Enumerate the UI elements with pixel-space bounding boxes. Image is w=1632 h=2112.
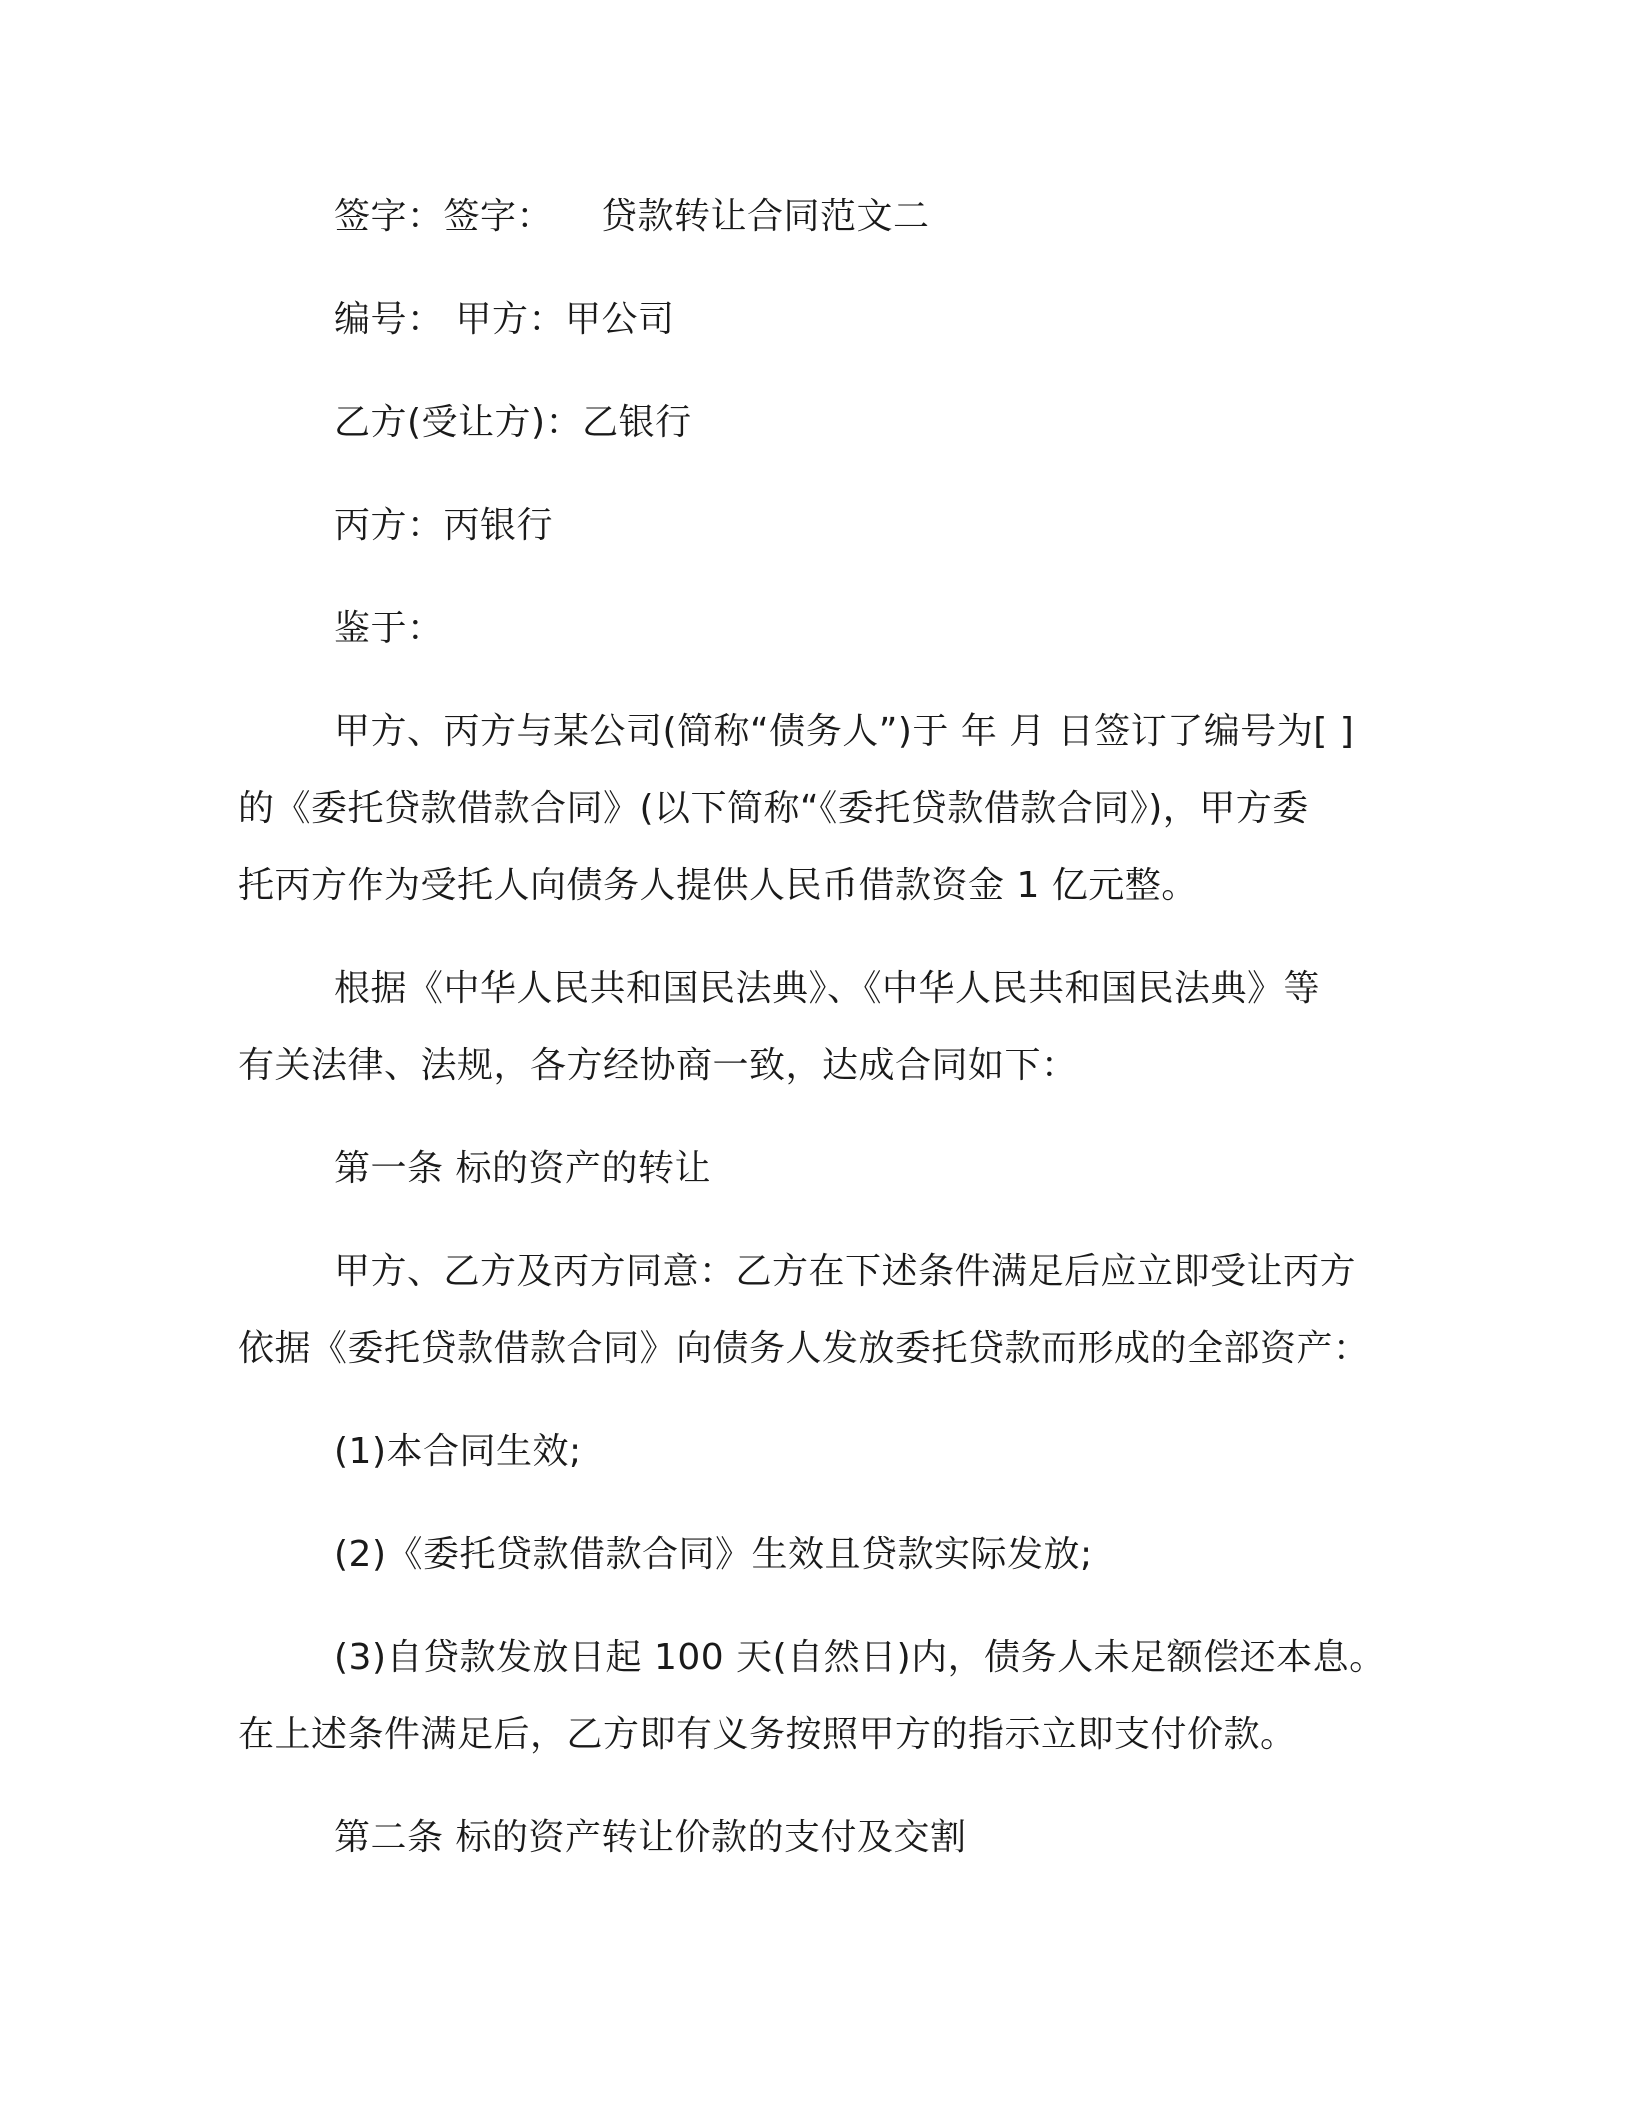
paragraph-1-line-3: 托丙方作为受托人向债务人提供人民币借款资金 1 亿元整。 (238, 865, 1198, 906)
document-title: 贷款转让合同范文二 (601, 196, 930, 237)
paragraph-1-line-2: 的《委托贷款借款合同》(以下简称“《委托贷款借款合同》)，甲方委 (238, 788, 1309, 829)
condition-3-line-1: (3)自贷款发放日起 100 天(自然日)内，债务人未足额偿还本息。 (334, 1637, 1386, 1678)
condition-3-line-2: 在上述条件满足后，乙方即有义务按照甲方的指示立即支付价款。 (238, 1714, 1297, 1755)
contract-number-party-a: 编号： 甲方：甲公司 (334, 299, 675, 340)
paragraph-2-line-1: 根据《中华人民共和国民法典》、《中华人民共和国民法典》等 (334, 968, 1321, 1009)
paragraph-3-line-2: 依据《委托贷款借款合同》向债务人发放委托贷款而形成的全部资产： (238, 1328, 1370, 1369)
paragraph-1-line-1: 甲方、丙方与某公司(简称“债务人”)于 年 月 日签订了编号为[ ] (334, 711, 1355, 752)
article-1-title: 第一条 标的资产的转让 (334, 1148, 711, 1189)
condition-1: (1)本合同生效; (334, 1431, 582, 1472)
paragraph-3-line-1: 甲方、乙方及丙方同意：乙方在下述条件满足后应立即受让丙方 (334, 1251, 1357, 1292)
article-2-title: 第二条 标的资产转让价款的支付及交割 (334, 1817, 967, 1858)
signature-label: 签字：签字： (334, 196, 554, 237)
paragraph-2-line-2: 有关法律、法规，各方经协商一致，达成合同如下： (238, 1045, 1078, 1086)
party-b-line: 乙方(受让方)：乙银行 (334, 402, 692, 443)
whereas-heading: 鉴于： (334, 608, 444, 649)
party-c-line: 丙方：丙银行 (334, 505, 554, 546)
header-line (238, 195, 1474, 239)
condition-2: (2)《委托贷款借款合同》生效且贷款实际发放; (334, 1534, 1093, 1575)
